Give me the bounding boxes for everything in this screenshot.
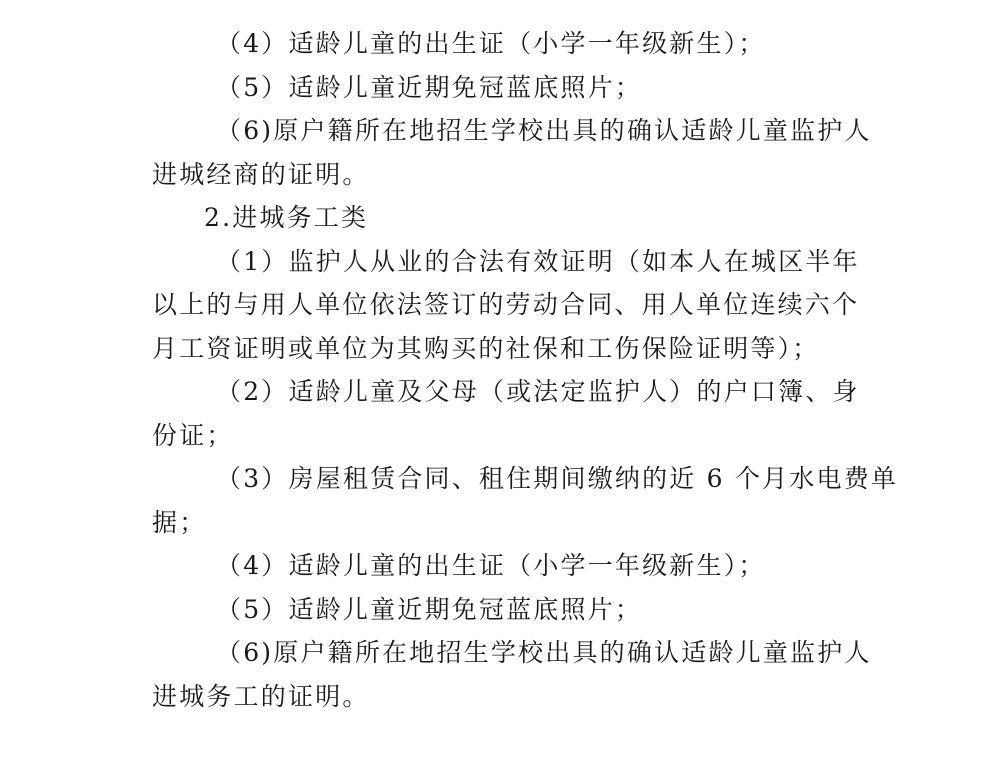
list-item-6-continuation-2: 进城务工的证明。 <box>152 681 370 711</box>
list-item-6-proof-2: （6)原户籍所在地招生学校出具的确认适龄儿童监护人 <box>216 638 872 667</box>
list-item-6-continuation: 进城经商的证明。 <box>152 159 370 189</box>
list-item-1-continuation-2: 月工资证明或单位为其购买的社保和工伤保险证明等）； <box>152 333 820 363</box>
list-item-2-household-register: （2）适龄儿童及父母（或法定监护人）的户口簿、身 <box>216 377 860 406</box>
list-item-3-continuation: 据； <box>152 507 207 537</box>
list-item-5-photo: （5）适龄儿童近期免冠蓝底照片； <box>216 72 643 102</box>
section-heading-migrant-workers: 2.进城务工类 <box>204 203 369 232</box>
list-item-2-continuation: 份证； <box>152 420 234 450</box>
list-item-5-photo-2: （5）适龄儿童近期免冠蓝底照片； <box>216 594 643 624</box>
list-item-1-continuation-1: 以上的与用人单位依法签订的劳动合同、用人单位连续六个 <box>152 290 860 319</box>
document-page <box>152 22 899 718</box>
list-item-4-birth-certificate-2: （4）适龄儿童的出生证（小学一年级新生）； <box>216 551 766 580</box>
list-item-6-proof: （6)原户籍所在地招生学校出具的确认适龄儿童监护人 <box>216 116 872 145</box>
list-item-4-birth-certificate: （4）适龄儿童的出生证（小学一年级新生）； <box>216 29 766 58</box>
list-item-3-lease: （3）房屋租赁合同、租住期间缴纳的近 6 个月水电费单 <box>216 464 899 493</box>
list-item-1-employment-proof: （1）监护人从业的合法有效证明（如本人在城区半年 <box>216 246 860 276</box>
